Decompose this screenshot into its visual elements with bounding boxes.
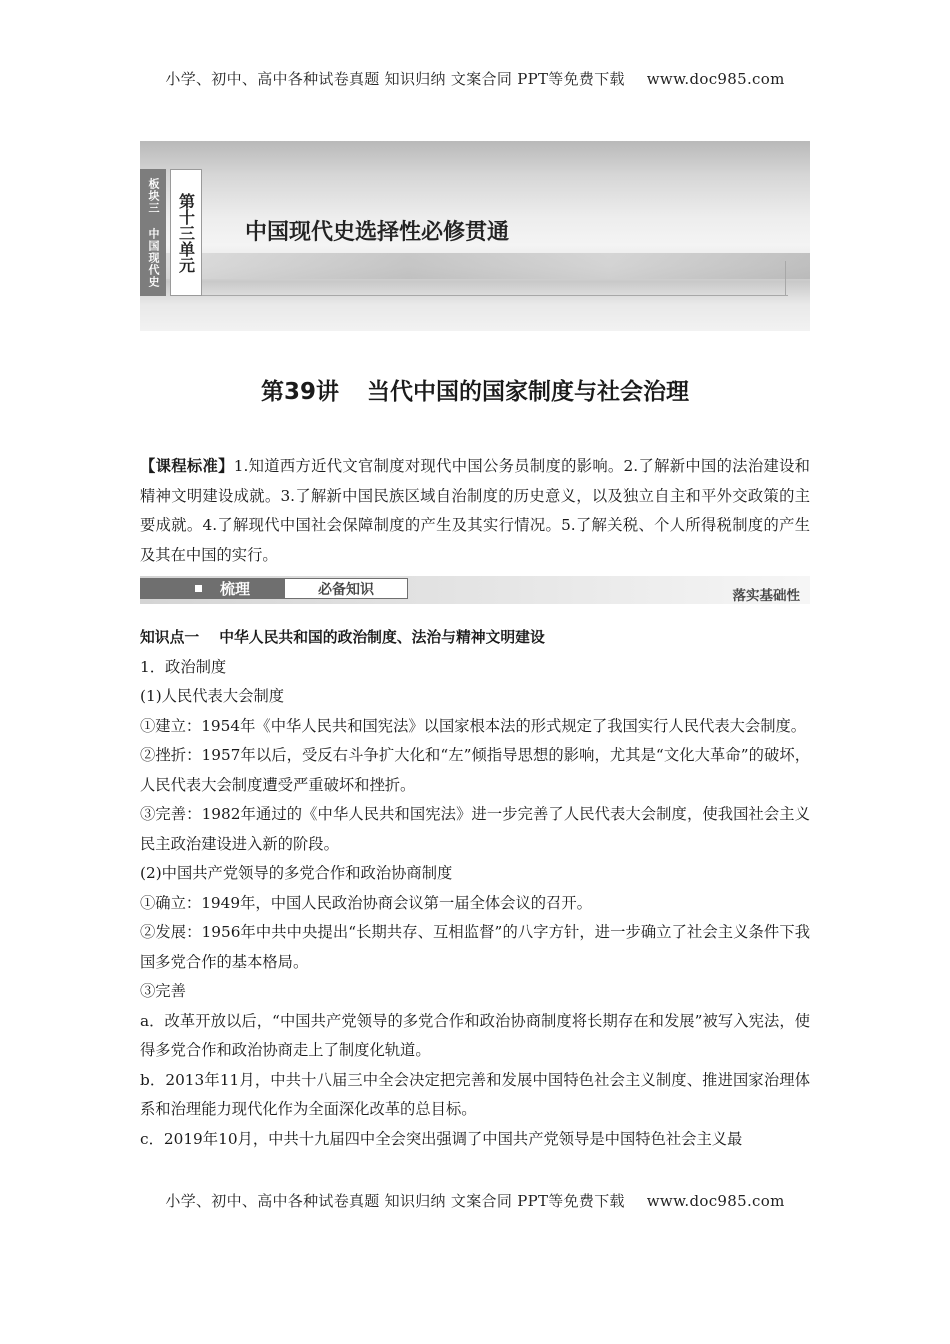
square-bullet-icon bbox=[195, 585, 202, 592]
unit-banner bbox=[140, 141, 810, 331]
section-tab-knowledge: 必备知识 bbox=[284, 578, 408, 599]
paragraph: ①确立：1949年，中国人民政治协商会议第一届全体会议的召开。 bbox=[140, 893, 592, 912]
header-site-link[interactable]: www.doc985.com bbox=[646, 70, 785, 88]
footer-text: 小学、初中、高中各种试卷真题 知识归纳 文案合同 PPT等免费下载 bbox=[165, 1192, 625, 1210]
banner-background-sea bbox=[140, 253, 810, 279]
footer-site-link[interactable]: www.doc985.com bbox=[646, 1192, 785, 1210]
paragraph: ②挫折：1957年以后，受反右斗争扩大化和“左”倾指导思想的影响，尤其是“文化大革命”的破坏，人民代表大会制度遭受严重破坏和挫折。 bbox=[140, 746, 810, 794]
knowledge-point-heading bbox=[140, 623, 810, 653]
banner-underline bbox=[202, 295, 788, 296]
paragraph: 1．政治制度 bbox=[140, 657, 227, 676]
banner-side-tab: 板块三 中国现代史 bbox=[140, 169, 166, 296]
section-bar bbox=[140, 576, 810, 604]
page-header bbox=[0, 68, 950, 89]
banner-unit-label: 第十三单元 bbox=[170, 169, 202, 296]
section-tab-goal: 落实基础性 bbox=[732, 588, 800, 604]
knowledge-point-label: 知识点一 bbox=[140, 629, 200, 646]
paragraph: a．改革开放以后，“中国共产党领导的多党合作和政治协商制度将长期存在和发展”被写入宪法，使得多党合作和政治协商走上了制度化轨道。 bbox=[140, 1011, 810, 1059]
lecture-name: 当代中国的国家制度与社会治理 bbox=[367, 379, 689, 405]
course-standard bbox=[140, 452, 810, 570]
section-tab-sort bbox=[140, 578, 284, 599]
paragraph: b．2013年11月，中共十八届三中全会决定把完善和发展中国特色社会主义制度、推进国家治理体系和治理能力现代化作为全面深化改革的总目标。 bbox=[140, 1070, 810, 1118]
knowledge-point-title: 中华人民共和国的政治制度、法治与精神文明建设 bbox=[219, 629, 545, 646]
banner-end-mark bbox=[785, 261, 786, 296]
course-standard-text: 1.知道西方近代文官制度对现代中国公务员制度的影响。2.了解新中国的法治建设和精神文明建设成就。3.了解新中国民族区域自治制度的历史意义，以及独立自主和平外交政策的主要成就。4.了解现代中国社会保障制度的产生及其实行情况。5.了解关税、个人所得税制度的产生及其在中国的实行。 bbox=[140, 457, 810, 564]
paragraph: ③完善 bbox=[140, 982, 186, 1000]
paragraph: c．2019年10月，中共十九届四中全会突出强调了中国共产党领导是中国特色社会主义最 bbox=[140, 1129, 743, 1148]
paragraph: ②发展：1956年中共中央提出“长期共存、互相监督”的八字方针，进一步确立了社会主义条件下我国多党合作的基本格局。 bbox=[140, 923, 810, 971]
main-content bbox=[140, 623, 810, 1154]
lecture-title bbox=[0, 373, 950, 406]
lecture-number: 第39讲 bbox=[260, 379, 339, 405]
banner-title: 中国现代史选择性必修贯通 bbox=[245, 220, 510, 245]
course-standard-label: 【课程标准】 bbox=[140, 457, 234, 475]
page-footer bbox=[0, 1190, 950, 1211]
paragraph: ①建立：1954年《中华人民共和国宪法》以国家根本法的形式规定了我国实行人民代表大会制度。 bbox=[140, 716, 807, 735]
paragraph: ③完善：1982年通过的《中华人民共和国宪法》进一步完善了人民代表大会制度，使我国社会主义民主政治建设进入新的阶段。 bbox=[140, 805, 810, 853]
header-text: 小学、初中、高中各种试卷真题 知识归纳 文案合同 PPT等免费下载 bbox=[165, 70, 625, 88]
section-tab-sort-label: 梳理 bbox=[220, 580, 251, 598]
paragraph: (2)中国共产党领导的多党合作和政治协商制度 bbox=[140, 864, 453, 882]
paragraph: (1)人民代表大会制度 bbox=[140, 687, 285, 705]
